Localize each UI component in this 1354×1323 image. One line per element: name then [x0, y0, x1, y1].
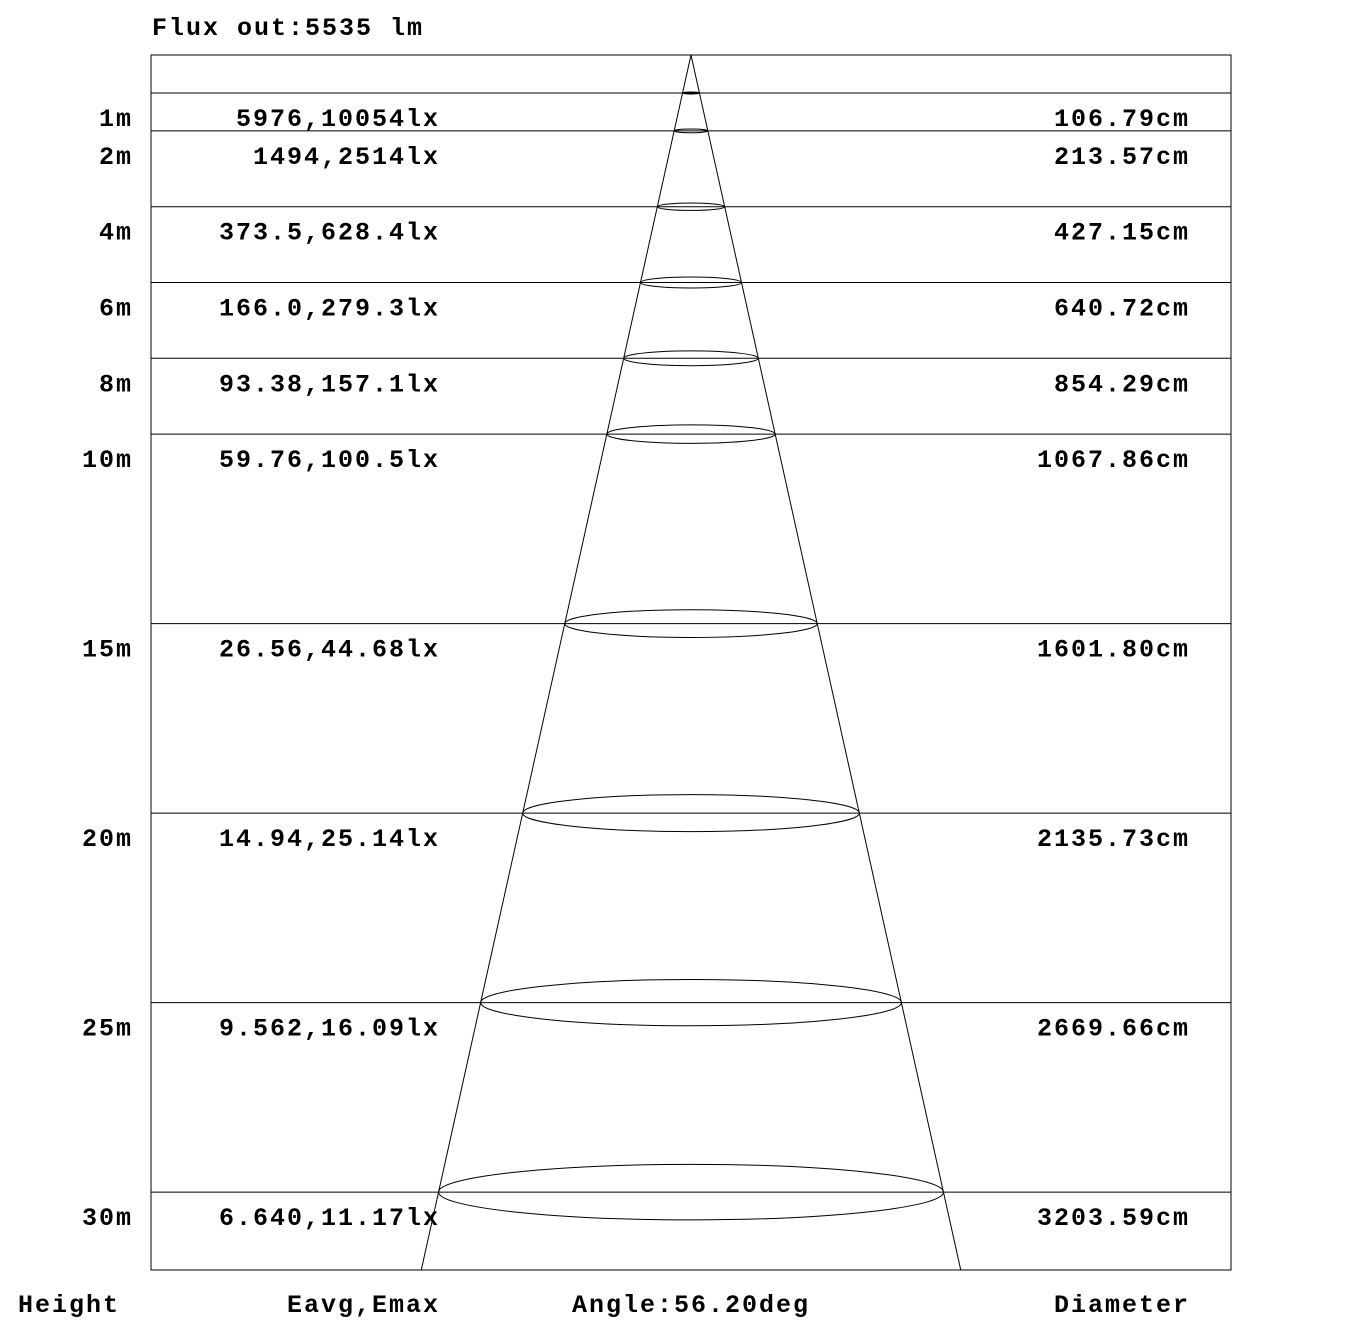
diameter-label: 427.15cm — [1053, 218, 1190, 248]
height-label: 25m — [81, 1014, 133, 1044]
illuminance-label: 166.0,279.3lx — [218, 294, 440, 324]
height-label: 4m — [98, 218, 133, 248]
cone-right-edge — [691, 55, 961, 1270]
height-rows — [82, 93, 1231, 1233]
height-label: 30m — [81, 1204, 133, 1234]
diameter-label: 3203.59cm — [1036, 1204, 1190, 1234]
height-label: 10m — [81, 446, 133, 476]
height-label: 2m — [98, 142, 133, 172]
height-label: 6m — [98, 294, 133, 324]
illuminance-label: 14.94,25.14lx — [218, 825, 440, 855]
diameter-label: 854.29cm — [1053, 370, 1190, 400]
illuminance-label: 373.5,628.4lx — [218, 218, 440, 248]
diameter-label: 2135.73cm — [1036, 825, 1190, 855]
illuminance-label: 26.56,44.68lx — [218, 635, 440, 665]
diameter-label: 213.57cm — [1053, 142, 1190, 172]
diameter-column-header: Diameter — [1053, 1291, 1190, 1320]
cone-left-edge — [421, 55, 691, 1270]
diameter-label: 1067.86cm — [1036, 446, 1190, 476]
chart-title: Flux out:5535 lm — [152, 14, 425, 43]
height-label: 8m — [98, 370, 133, 400]
height-label: 1m — [98, 105, 133, 134]
height-label: 15m — [81, 635, 133, 665]
height-label: 20m — [81, 825, 133, 855]
diameter-label: 106.79cm — [1053, 105, 1190, 134]
illuminance-label: 6.640,11.17lx — [218, 1204, 440, 1234]
beam-angle-label: Angle:56.20deg — [571, 1291, 811, 1320]
illuminance-label: 5976,10054lx — [235, 105, 440, 134]
beam-cone — [421, 55, 960, 1270]
diameter-label: 640.72cm — [1053, 294, 1190, 324]
illuminance-label: 59.76,100.5lx — [218, 446, 440, 476]
illuminance-label: 1494,2514lx — [252, 142, 440, 172]
diameter-label: 2669.66cm — [1036, 1014, 1190, 1044]
illuminance-label: 9.562,16.09lx — [218, 1014, 440, 1044]
illuminance-label: 93.38,157.1lx — [218, 370, 440, 400]
diameter-label: 1601.80cm — [1036, 635, 1190, 665]
illuminance-column-header: Eavg,Emax — [286, 1291, 440, 1320]
height-column-header: Height — [18, 1291, 121, 1320]
